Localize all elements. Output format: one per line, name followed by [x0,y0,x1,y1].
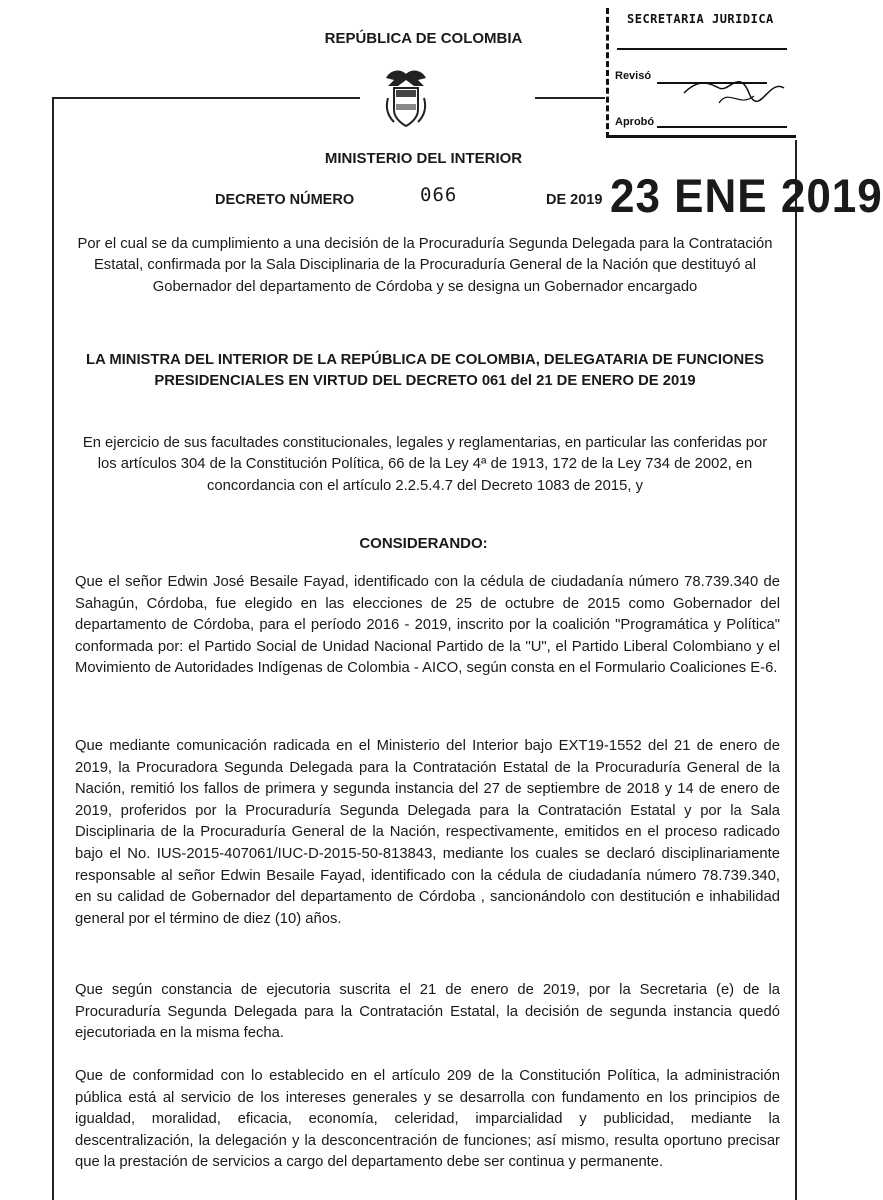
review-stamp [606,8,796,138]
header-rule-left [52,97,360,99]
ministerio-title: MINISTERIO DEL INTERIOR [324,150,523,167]
stamp-row-reviso: Revisó [615,70,652,82]
decreto-number: 066 [420,184,458,206]
decree-subject: Por el cual se da cumplimiento a una decisión de la Procuraduría Segunda Delegada para la Contratación Estatal, confirmada por la Sala Disciplinaria de la Procuraduría General de la Nación que destituyó al Gobernador del departamento de Córdoba y se designa un Gobernador encargado [77,236,773,295]
margin-line-left [52,97,54,1200]
date-stamp: 23 ENE 2019 [610,170,883,223]
stamp-line [657,126,787,128]
considerando-paragraph: Que según constancia de ejecutoria suscrita el 21 de enero de 2019, por la Secretaria (e) de la Procuraduría Segunda Delegada para la Contratación Estatal, la decisión de segunda instancia quedó ejecutoriada en la misma fecha. [75,982,780,1042]
stamp-line [617,48,787,50]
decreto-label: DECRETO NÚMERO [215,192,355,208]
margin-line-right [795,140,797,1200]
considerando-paragraph: Que de conformidad con lo establecido en el artículo 209 de la Constitución Política, la administración pública está al servicio de los intereses generales y se desarrolla con fundamento en los principios de igualdad, moralidad, eficacia, economía, celeridad, imparcialidad y publicidad, mediante la descentralización, la delegación y la desconcentración de funciones; así mismo, resulta oportuno precisar que la prestación de servicios a cargo del departamento debe ser continua y permanente. [75,1068,780,1171]
considerando-paragraph: Que mediante comunicación radicada en el Ministerio del Interior bajo EXT19-1552 del 21 de enero de 2019, la Procuradora Segunda Delegada para la Contratación Estatal de la Procuraduría General de la Nación, remitió los fallos de primera y segunda instancia del 27 de septiembre de 2018 y 14 de enero de 2019, proferidos por la Procuraduría Segunda Delegada para la Contratación Estatal y por la Sala Disciplinaria de la Procuraduría General de la Nación, respectivamente, emitidos en el proceso radicado bajo el No. IUS-2015-407061/IUC-D-2015-50-813843, mediante los cuales se declaró disciplinariamente responsable al señor Edwin Besaile Fayad, identificado con la cédula de ciudadanía número 78.739.340, en su calidad de Gobernador del departamento de Córdoba , sancionándolo con destitución e inhabilidad general por el término de diez (10) años. [75,738,780,927]
stamp-title: SECRETARIA JURIDICA [627,12,774,26]
republica-title: REPÚBLICA DE COLOMBIA [324,30,523,47]
authority-heading: LA MINISTRA DEL INTERIOR DE LA REPÚBLICA DE COLOMBIA, DELEGATARIA DE FUNCIONES PRESIDENCIALES EN VIRTUD DEL DECRETO 061 del 21 DE ENERO DE 2019 [86,352,764,390]
decreto-year-label: DE 2019 [546,192,603,208]
header-rule-right [535,97,605,99]
signature-icon [679,58,789,118]
coat-of-arms-icon [380,68,432,130]
stamp-row-aprobo: Aprobó [615,116,655,128]
considerando-paragraph: Que el señor Edwin José Besaile Fayad, identificado con la cédula de ciudadanía número 78.739.340 de Sahagún, Córdoba, fue elegido en las elecciones de 25 de octubre de 2015 como Gobernador del departamento de Córdoba, para el período 2016 - 2019, inscrito por la coalición "Programática y Política" conformada por: el Partido Social de Unidad Nacional Partido de la "U", el Partido Liberal Colombiano y el Movimiento de Autoridades Indígenas de Colombia - AICO, según consta en el Formulario Coaliciones E-6. [75,574,780,677]
considerando-title: CONSIDERANDO: [359,535,488,552]
powers-statement: En ejercicio de sus facultades constitucionales, legales y reglamentarias, en particular las conferidas por los artículos 304 de la Constitución Política, 66 de la Ley 4ª de 1913, 172 de la Ley 734 de 2002, en concordancia con el artículo 2.2.5.4.7 del Decreto 1083 de 2015, y [82,435,768,494]
